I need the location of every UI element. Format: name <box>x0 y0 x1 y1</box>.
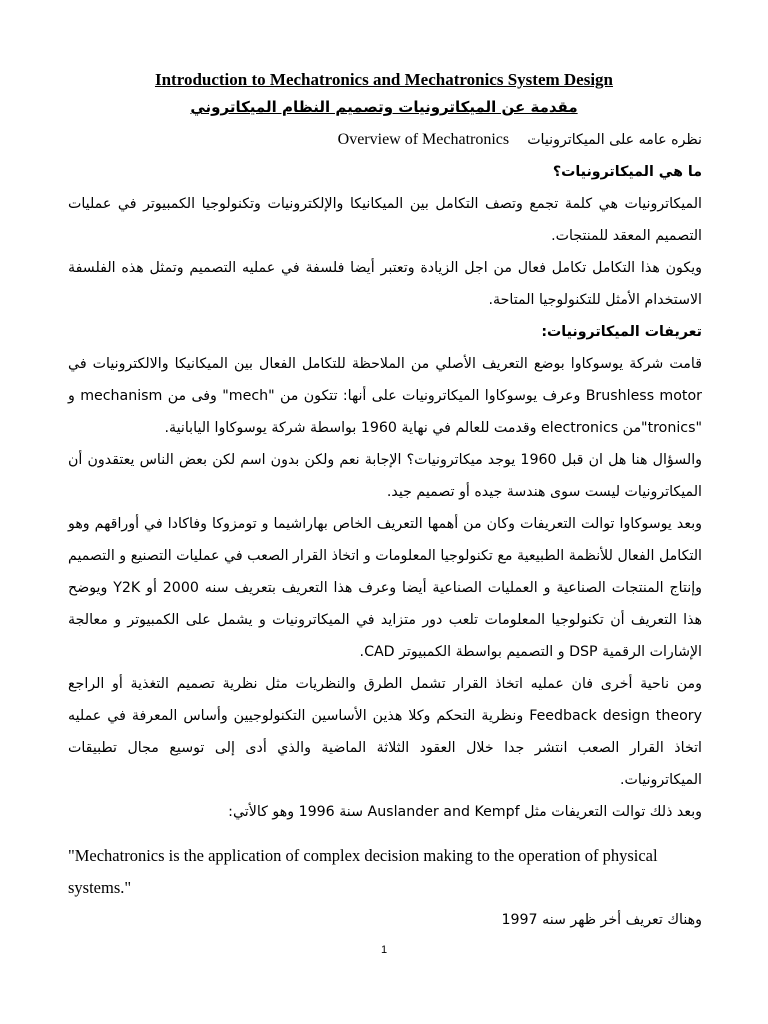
definition-quote: "Mechatronics is the application of complex decision making to the operation of physical systems." <box>68 846 658 897</box>
paragraph-7: وبعد ذلك توالت التعريفات مثل Auslander and Kempf سنة 1996 وهو كالأتي: <box>228 804 702 820</box>
document-body <box>68 124 702 936</box>
definitions-heading: تعريفات الميكاترونيات: <box>541 324 702 340</box>
overview-label-arabic: نظره عامه على الميكاترونيات <box>527 132 702 148</box>
paragraph-1: الميكاترونيات هي كلمة تجمع وتصف التكامل بين الميكانيكا والإلكترونيات وتكنولوجيا الكمبيوتر في عمليات التصميم المعقد للمنتجات. <box>68 196 702 244</box>
paragraph-3: قامت شركة يوسوكاوا بوضع التعريف الأصلي من الملاحظة للتكامل الفعال بين الميكانيكا والالكترونيات في Brushless motor وعرف يوسوكاوا الميكاترونيات على أنها: تتكون من "mech" وفى من mechanism و "tronics"من electronics وقدمت للعالم في نهاية 1960 بواسطة شركة يوسوكاوا اليابانية. <box>68 356 702 436</box>
document-title-arabic: مقدمة عن الميكاترونيات وتصميم النظام الميكاتروني <box>190 98 578 116</box>
document-title-english: Introduction to Mechatronics and Mechatronics System Design <box>154 70 614 89</box>
overview-label-english: Overview of Mechatronics <box>337 131 510 148</box>
page-number: 1 <box>380 944 388 956</box>
paragraph-5: وبعد يوسوكاوا توالت التعريفات وكان من أهمها التعريف الخاص بهاراشيما و تومزوكا وفاكادا في أوراقهم وهو التكامل الفعال للأنظمة الطبيعية مع تكنولوجيا المعلومات و اتخاذ القرار الصعب في عمليات التصنيع و التصميم وإنتاج المنتجات الصناعية و العمليات الصناعية أيضا وعرف هذا التعريف بتعريف سنه 2000 أو Y2K ويوضح هذا التعريف أن تكنولوجيا المعلومات تلعب دور متزايد في الميكاترونيات و يشمل على الكمبيوتر و معالجة الإشارات الرقمية DSP و التصميم بواسطة الكمبيوتر CAD. <box>68 516 702 660</box>
overview-line <box>68 124 702 156</box>
paragraph-8: وهناك تعريف أخر ظهر سنه 1997 <box>501 912 702 928</box>
paragraph-6: ومن ناحية أخرى فان عمليه اتخاذ القرار تشمل الطرق والنظريات مثل نظرية تصميم التغذية أو الراجع Feedback design theory ونظرية التحكم وكلا هذين الأساسين التكنولوجيين وأساس المعرفة في عمليه اتخاذ القرار الصعب انتشر جدا خلال العقود الثلاثة الماضية والذي أدى إلى توسيع مجال تطبيقات الميكاترونيات. <box>68 676 702 788</box>
paragraph-4: والسؤال هنا هل ان قبل 1960 يوجد ميكاترونيات؟ الإجابة نعم ولكن بدون اسم لكن بعض الناس يعتقدون أن الميكاترونيات ليست سوى هندسة جيده أو تصميم جيد. <box>68 452 702 500</box>
paragraph-2: ويكون هذا التكامل تكامل فعال من اجل الزيادة وتعتبر أيضا فلسفة في عمليه التصميم وتمثل هذه الفلسفة الاستخدام الأمثل للتكنولوجيا المتاحة. <box>68 260 702 308</box>
question-heading: ما هي الميكاترونيات؟ <box>552 164 702 180</box>
